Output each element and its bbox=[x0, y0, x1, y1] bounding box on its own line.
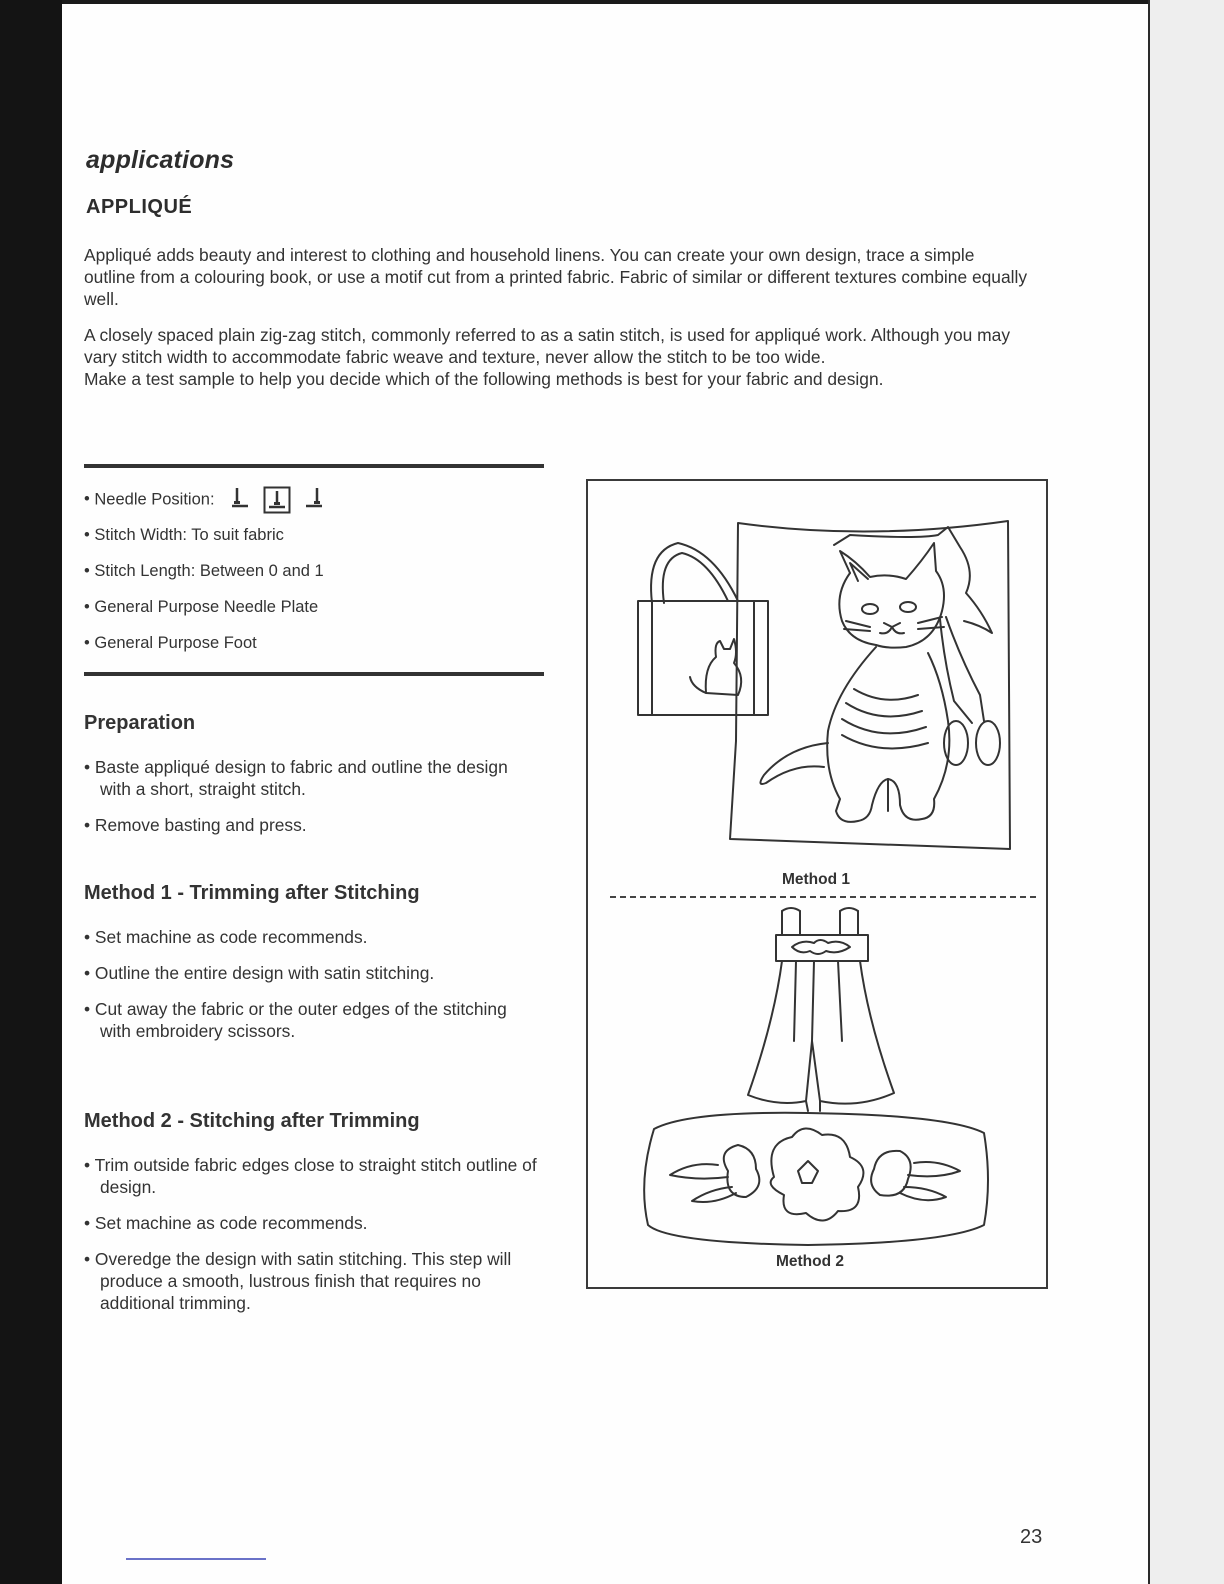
intro-text bbox=[84, 244, 1030, 404]
preparation-heading: Preparation bbox=[84, 712, 196, 734]
scan-artifact-line bbox=[126, 1558, 266, 1560]
method2-item-1: • Trim outside fabric edges close to straight stitch outline of design. bbox=[84, 1154, 542, 1198]
setting-needle-position: • Needle Position: bbox=[84, 486, 544, 522]
dress-applique-icon bbox=[748, 908, 894, 1111]
fabric-sheet-outline bbox=[730, 521, 1010, 849]
method2-item-2: • Set machine as code recommends. bbox=[84, 1212, 542, 1234]
setting-stitch-length: • Stitch Length: Between 0 and 1 bbox=[84, 558, 544, 594]
needle-left-icon bbox=[229, 486, 251, 510]
needle-right-icon bbox=[303, 486, 325, 510]
applique-illustration-box bbox=[586, 479, 1048, 1289]
method1-item-2: • Outline the entire design with satin stitching. bbox=[84, 962, 542, 984]
intro-paragraph-1: Appliqué adds beauty and interest to clothing and household linens. You can create your own design, trace a simple outline from a colouring book, or use a motif cut from a printed fabric. Fabric of similar or different textures combine equally well. bbox=[84, 245, 1028, 309]
method2-caption: Method 2 bbox=[775, 1253, 845, 1270]
preparation-item-2: • Remove basting and press. bbox=[84, 814, 542, 836]
manual-page bbox=[62, 4, 1148, 1584]
needle-position-icons bbox=[229, 486, 325, 514]
method1-caption: Method 1 bbox=[781, 871, 851, 888]
preparation-item-1: • Baste appliqué design to fabric and outline the design with a short, straight stitch. bbox=[84, 756, 542, 800]
method1-item-1: • Set machine as code recommends. bbox=[84, 926, 542, 948]
needle-center-icon bbox=[263, 486, 291, 514]
settings-bottom-rule bbox=[84, 672, 544, 676]
flower-tablecloth-icon bbox=[644, 1113, 988, 1245]
method1-heading: Method 1 - Trimming after Stitching bbox=[84, 882, 420, 904]
preparation-list bbox=[84, 756, 542, 850]
method1-item-3: • Cut away the fabric or the outer edges of the stitching with embroidery scissors. bbox=[84, 998, 542, 1042]
method2-heading: Method 2 - Stitching after Trimming bbox=[84, 1110, 420, 1132]
setting-foot: • General Purpose Foot bbox=[84, 630, 544, 666]
machine-settings-list bbox=[84, 486, 544, 666]
scan-edge-right bbox=[1150, 0, 1224, 1584]
section-title: applications bbox=[86, 146, 235, 174]
intro-paragraph-2: A closely spaced plain zig-zag stitch, commonly referred to as a satin stitch, is used for appliqué work. Although you may vary stitch width to accommodate fabric weave and texture, never allow the stitch to be too wide. bbox=[84, 325, 1011, 367]
method2-item-3: • Overedge the design with satin stitching. This step will produce a smooth, lustrous finish that requires no additional trimming. bbox=[84, 1248, 542, 1314]
cat-applique-icon bbox=[760, 543, 949, 822]
page-number: 23 bbox=[1020, 1526, 1043, 1548]
method-divider bbox=[610, 896, 1036, 898]
method1-list bbox=[84, 926, 542, 1056]
scan-edge-left bbox=[0, 0, 62, 1584]
intro-paragraph-3: Make a test sample to help you decide which of the following methods is best for your fabric and design. bbox=[84, 369, 884, 389]
setting-stitch-width: • Stitch Width: To suit fabric bbox=[84, 522, 544, 558]
method2-list bbox=[84, 1154, 542, 1328]
applique-title: APPLIQUÉ bbox=[86, 196, 193, 218]
setting-needle-plate: • General Purpose Needle Plate bbox=[84, 594, 544, 630]
settings-top-rule bbox=[84, 464, 544, 468]
tote-bag-icon bbox=[638, 543, 768, 715]
